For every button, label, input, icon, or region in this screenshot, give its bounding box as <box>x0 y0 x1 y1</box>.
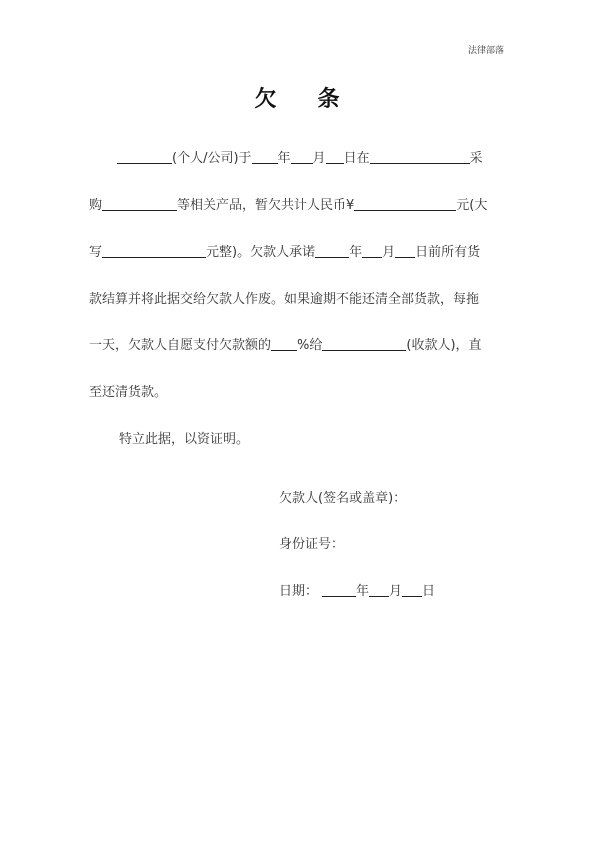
blank-amount-capital <box>102 244 206 258</box>
blank-sign-day <box>402 583 422 597</box>
date-label: 日期： <box>279 584 319 599</box>
blank-promise-year <box>315 244 349 258</box>
blank-day <box>326 150 344 164</box>
body-line-3: 写 元整)。欠款人承诺 年 月 日前所有货 <box>89 245 481 260</box>
body-line-6: 至还清货款。 <box>89 385 168 400</box>
blank-promise-month <box>362 244 382 258</box>
blank-place <box>370 150 470 164</box>
brand-header: 法律部落 <box>467 46 504 56</box>
body-line-5: 一天，欠款人自愿支付欠款额的 %给 (收款人)，直 <box>89 338 482 353</box>
blank-product <box>102 197 177 211</box>
blank-amount <box>354 197 456 211</box>
closing-statement: 特立此据，以资证明。 <box>119 432 250 447</box>
title-char-2: 条 <box>317 87 341 112</box>
debtor-signature-label: 欠款人(签名或盖章)： <box>279 491 407 506</box>
document-title <box>0 82 595 113</box>
title-char-1: 欠 <box>254 87 278 112</box>
date-line: 日期： 年 月 日 <box>279 584 436 599</box>
id-number-label: 身份证号： <box>279 537 345 552</box>
blank-percent <box>271 337 297 351</box>
body-line-2: 购 等相关产品，暂欠共计人民币¥ 元(大 <box>89 198 488 213</box>
body-line-4: 款结算并将此据交给欠款人作废。如果逾期不能还清全部货款，每拖 <box>89 292 480 307</box>
blank-creditor <box>322 337 406 351</box>
blank-debtor-name <box>117 150 172 164</box>
blank-promise-day <box>395 244 415 258</box>
body-line-1: (个人/公司)于 年 月 日在 采 <box>89 147 483 166</box>
blank-sign-year <box>322 583 356 597</box>
blank-month <box>291 150 313 164</box>
blank-year <box>252 150 278 164</box>
blank-sign-month <box>369 583 389 597</box>
